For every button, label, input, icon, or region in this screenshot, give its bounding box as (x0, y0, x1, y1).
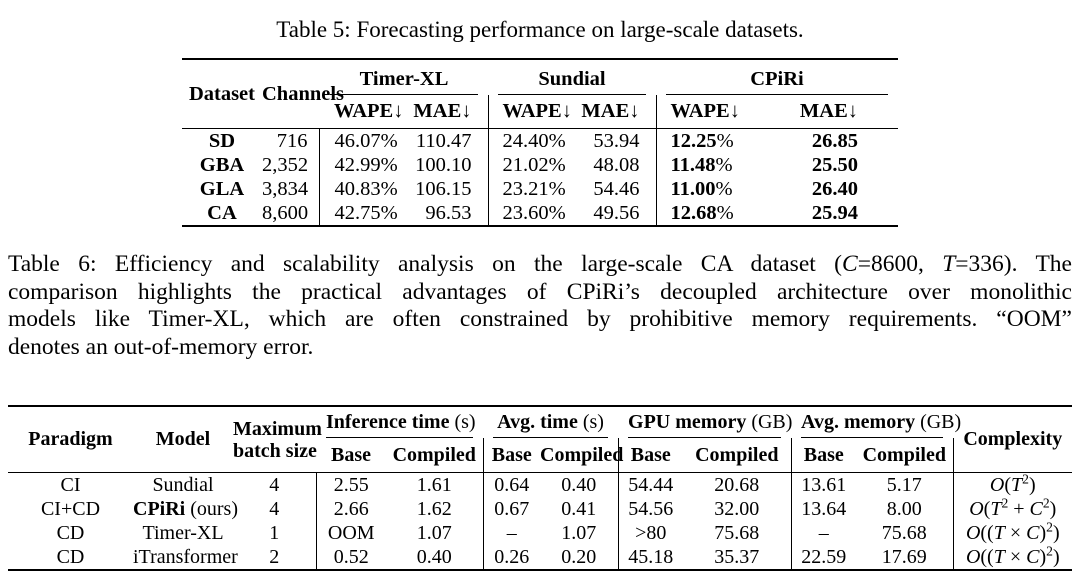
table-cell: 11.48% (656, 153, 760, 177)
table-cell: $O((T \times C)^2)$ (953, 521, 1072, 545)
table-cell: 42.99% (320, 153, 402, 177)
table-cell: 75.68 (881, 521, 927, 544)
table5-body (182, 129, 898, 227)
table-cell: 32.00 (714, 497, 760, 520)
table-cell: – (791, 521, 856, 545)
table-cell: 0.26 (483, 545, 540, 570)
table6-subheader-avgmem-base: Base (791, 438, 856, 473)
table-cell: 8,600 (261, 201, 309, 224)
table-cell: 13.61 (791, 473, 856, 498)
table-cell: 54.44 (618, 473, 683, 498)
table6-header-model: Model (155, 428, 211, 450)
table-cell: GLA (199, 177, 245, 200)
table-cell: 2 (269, 545, 280, 568)
table-cell: 17.69 (881, 545, 927, 568)
table-cell: 0.41 (561, 497, 597, 520)
table-cell: 0.40 (416, 545, 452, 568)
table-cell: 4 (269, 497, 280, 520)
table-cell: 106.15 (415, 177, 472, 200)
table6-subheader-inference-base: Base (331, 443, 371, 466)
table-cell: 2.66 (316, 497, 386, 521)
table-cell: 45.18 (618, 545, 683, 570)
table-cell: 21.02% (488, 153, 570, 177)
table6-header-complexity: Complexity (963, 428, 1063, 450)
table-cell: 25.50 (811, 153, 858, 176)
table6-group-avg-time: Avg. time (s) (483, 406, 618, 438)
table5-forecasting-performance (182, 58, 898, 227)
table6-group-inference-time: Inference time (s) (316, 406, 483, 438)
table5-subheader-mae-sundial: MAE↓ (581, 100, 640, 122)
table5-caption (0, 0, 1080, 45)
table-row (8, 497, 1072, 521)
table-cell: 22.59 (791, 545, 856, 570)
table-cell: 2,352 (261, 153, 309, 176)
table6-group-row (8, 406, 1072, 438)
table5-subheader-mae-timerxl: MAE↓ (413, 100, 472, 122)
table6-header-batch-line2: batch size (233, 439, 317, 462)
table-row (8, 545, 1072, 570)
table-cell: 0.52 (316, 545, 386, 570)
table-cell: 5.17 (886, 473, 922, 496)
table-cell: 716 (276, 129, 308, 152)
table-cell: 48.08 (593, 153, 640, 176)
table5-subheader-wape-cpiri: WAPE↓ (656, 95, 760, 129)
table-cell: GBA (199, 153, 245, 176)
table-cell: 54.56 (618, 497, 683, 521)
table-cell: $O(T^2 + C^2)$ (953, 497, 1072, 521)
table-cell: 23.21% (488, 177, 570, 201)
table-cell: 49.56 (593, 201, 640, 224)
table-cell: 1 (269, 521, 280, 544)
table-cell: 12.68% (656, 201, 760, 226)
table-cell: 26.40 (811, 177, 858, 200)
table-cell: 1.07 (561, 521, 597, 544)
table-cell: CI (60, 473, 81, 496)
table-cell: 11.00% (656, 177, 760, 201)
table-cell: 23.60% (488, 201, 570, 226)
table-row (8, 521, 1072, 545)
table-cell: 13.64 (791, 497, 856, 521)
table-cell: $O(T^2)$ (953, 473, 1072, 498)
caption-line: Table 6: Efficiency and scalability analysis on the large-scale CA dataset (C=8600, T=336). The (8, 251, 1072, 277)
table-cell: – (483, 521, 540, 545)
table-cell: 75.68 (714, 521, 760, 544)
table5-header (182, 59, 898, 129)
table-cell: 12.25% (656, 129, 760, 154)
table6-caption (8, 251, 1072, 361)
table6-header-paradigm: Paradigm (28, 428, 113, 450)
table6-header (8, 406, 1072, 473)
table-cell: 100.10 (415, 153, 472, 176)
table-cell: 1.07 (416, 521, 452, 544)
table-cell: 1.61 (416, 473, 452, 496)
table-row (182, 153, 898, 177)
table-row (182, 201, 898, 226)
table-cell: Timer-XL (142, 521, 224, 544)
table-cell: 4 (269, 473, 280, 496)
table6-subheader-gpumem-compiled: Compiled (695, 443, 779, 466)
table-cell: 0.40 (561, 473, 597, 496)
table-cell: CI+CD (40, 497, 101, 520)
table-row (182, 177, 898, 201)
table-cell: SD (208, 129, 236, 152)
table-cell: 40.83% (320, 177, 402, 201)
table-cell: 54.46 (593, 177, 640, 200)
table-cell: 0.67 (483, 497, 540, 521)
table5-header-dataset: Dataset (188, 82, 255, 105)
table6-group-avg-memory: Avg. memory (GB) (791, 406, 953, 438)
table6-subheader-avgtime-compiled: Compiled (540, 443, 624, 466)
table5-group-timer-xl: Timer-XL (320, 59, 488, 95)
table-cell: 96.53 (425, 201, 472, 224)
table-cell: 20.68 (714, 473, 760, 496)
table6-subheader-inference-compiled: Compiled (392, 443, 476, 466)
table-cell: 110.47 (415, 129, 472, 152)
table-cell: CPiRi (ours) (133, 497, 238, 520)
table-cell: 3,834 (261, 177, 309, 200)
table-cell: 53.94 (593, 129, 640, 152)
table-cell: iTransformer (133, 545, 238, 568)
table5-subheader-mae-cpiri: MAE↓ (799, 100, 858, 122)
table-cell: 42.75% (320, 201, 402, 226)
caption-line: models like Timer-XL, which are often constrained by prohibitive memory requirements. “OOM” (8, 306, 1072, 332)
table-cell: OOM (316, 521, 386, 545)
table-cell: 35.37 (714, 545, 760, 568)
table-cell: 1.62 (416, 497, 452, 520)
table6-body (8, 470, 1072, 571)
table5-header-channels: Channels (261, 82, 345, 105)
table6-header-batch-line1: Maximum (233, 417, 322, 440)
table-cell: CD (56, 521, 85, 544)
table-cell: 25.94 (811, 201, 858, 224)
table-cell: CD (56, 545, 85, 568)
table5-group-row (182, 59, 898, 95)
table5-subheader-wape-timerxl: WAPE↓ (333, 100, 404, 122)
table-cell: 2.55 (316, 473, 386, 498)
table-cell: Sundial (152, 473, 214, 496)
table6-subheader-avgtime-base: Base (483, 438, 540, 473)
table5-group-sundial: Sundial (488, 59, 656, 95)
table6-group-gpu-memory: GPU memory (GB) (618, 406, 791, 438)
table-cell: >80 (618, 521, 683, 545)
caption-line: comparison highlights the practical advantages of CPiRi’s decoupled architecture over monolithic (8, 278, 1072, 305)
table-cell: 26.85 (811, 129, 858, 152)
table5-caption-text: Table 5: Forecasting performance on large-scale datasets. (276, 17, 804, 42)
table5-subheader-wape-sundial: WAPE↓ (488, 95, 570, 129)
table5-group-cpiri: CPiRi (656, 59, 898, 95)
table6-subheader-gpumem-base: Base (618, 438, 683, 473)
caption-line: denotes an out-of-memory error. (8, 333, 314, 360)
table-cell: CA (207, 201, 237, 224)
table6-header-batch-size (233, 406, 322, 473)
table6-efficiency-analysis (8, 405, 1072, 571)
table-cell: 24.40% (488, 129, 570, 154)
table-cell: $O((T \times C)^2)$ (953, 545, 1072, 570)
table-cell: 0.20 (561, 545, 597, 568)
table-row (8, 473, 1072, 498)
table-cell: 8.00 (886, 497, 922, 520)
table-cell: 0.64 (483, 473, 540, 498)
table6-subheader-avgmem-compiled: Compiled (856, 438, 953, 473)
table-cell: 46.07% (320, 129, 402, 154)
table-row (182, 129, 898, 154)
